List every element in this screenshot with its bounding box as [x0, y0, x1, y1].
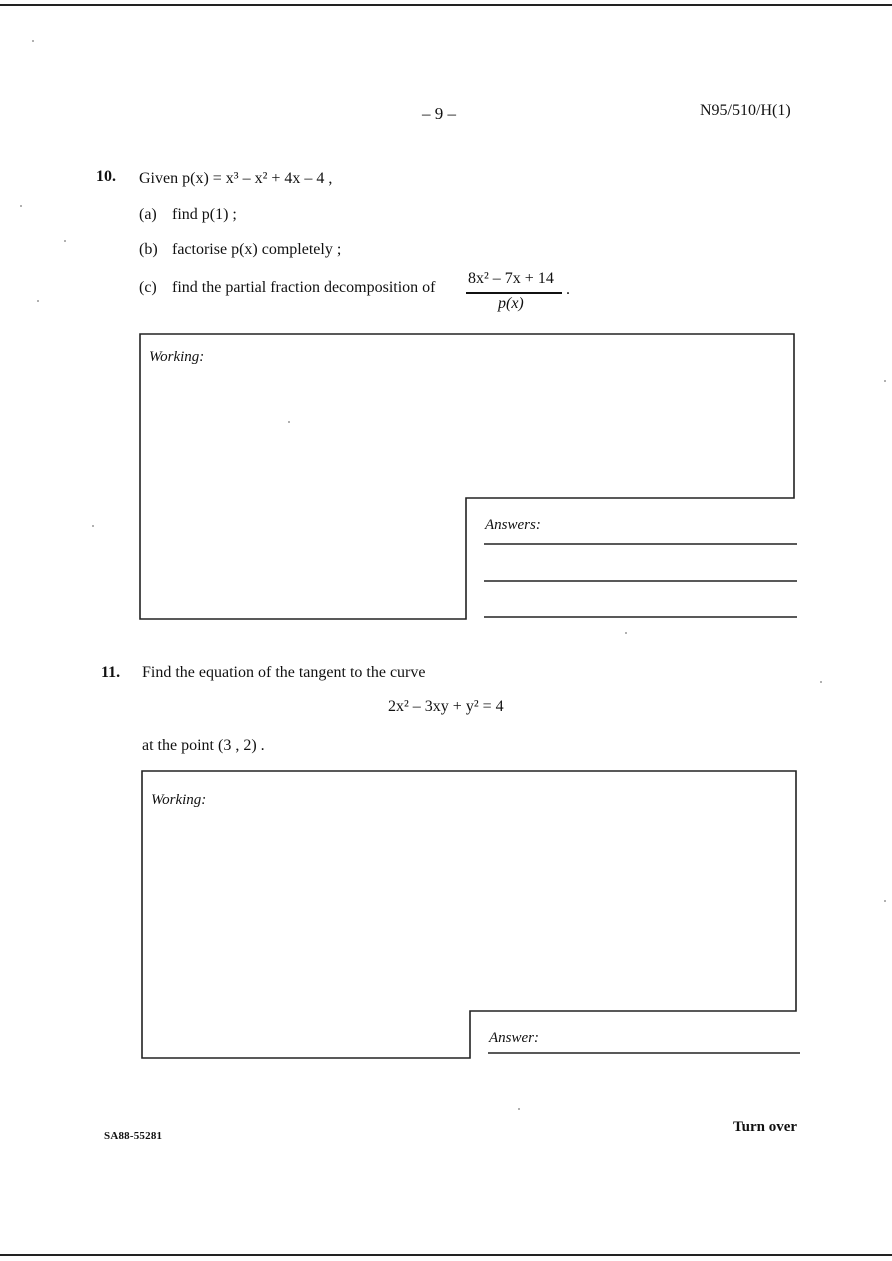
q10-answers-label: Answers:: [485, 517, 541, 533]
question-10-part-c-text: find the partial fraction decomposition of: [172, 279, 436, 296]
turn-over-text: Turn over: [733, 1119, 798, 1135]
scan-speck: [32, 40, 34, 42]
q11-working-label: Working:: [151, 792, 207, 808]
question-11-curve-equation: 2x² – 3xy + y² = 4: [388, 698, 504, 715]
question-10-part-b-label: (b): [139, 241, 158, 258]
question-10-part-a-text: find p(1) ;: [172, 206, 237, 223]
fraction-numerator: 8x² – 7x + 14: [468, 270, 554, 287]
paper-code: N95/510/H(1): [700, 102, 791, 119]
scan-speck: [884, 380, 886, 382]
question-10-part-c-label: (c): [139, 279, 157, 296]
question-11-stem: Find the equation of the tangent to the curve: [142, 664, 426, 681]
bottom-rule: [0, 1254, 892, 1256]
scan-speck: [820, 681, 822, 683]
scan-speck: [64, 240, 66, 242]
question-10-polynomial: p(x) = x³ – x² + 4x – 4 ,: [182, 170, 333, 187]
scan-speck: [625, 632, 627, 634]
scan-speck: [884, 900, 886, 902]
q11-working-box-outline: [142, 771, 796, 1058]
scan-speck: [92, 525, 94, 527]
question-10-part-b-text: factorise p(x) completely ;: [172, 241, 342, 258]
scan-speck: [518, 1108, 520, 1110]
page-number: – 9 –: [422, 104, 456, 123]
question-10-number: 10.: [96, 168, 116, 185]
fraction-denominator: p(x): [498, 295, 524, 312]
q10-working-label: Working:: [149, 349, 205, 365]
question-11-point: at the point (3 , 2) .: [142, 737, 265, 754]
question-11-number: 11.: [101, 664, 121, 681]
scan-speck: [20, 205, 22, 207]
question-10-stem-prefix: Given: [139, 170, 183, 187]
scan-speck: [288, 421, 290, 423]
fraction-full-stop: .: [566, 281, 570, 298]
q11-answer-label: Answer:: [489, 1030, 539, 1046]
scan-speck: [37, 300, 39, 302]
question-10-part-a-label: (a): [139, 206, 157, 223]
q10-working-box-outline: [140, 334, 794, 619]
footer-code: SA88-55281: [104, 1130, 163, 1142]
